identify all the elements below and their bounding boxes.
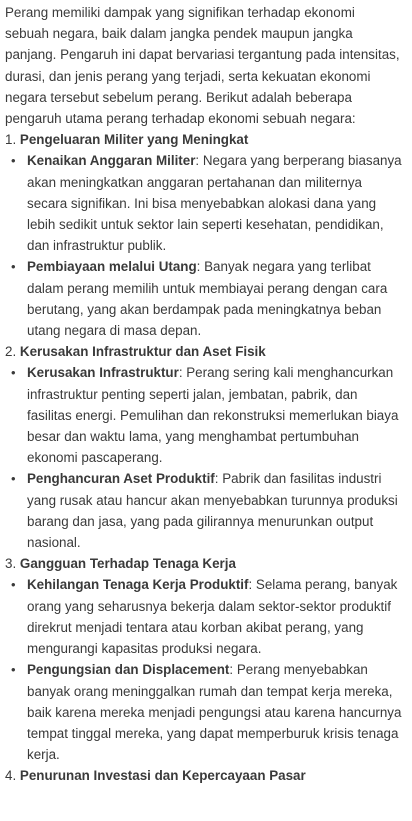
list-item — [5, 150, 402, 256]
section-title: Gangguan Terhadap Tenaga Kerja — [19, 556, 236, 572]
section-1-list — [5, 150, 402, 341]
section-title: Penurunan Investasi dan Kepercayaan Pasar — [19, 768, 306, 784]
bullet-icon: • — [11, 259, 16, 275]
list-item — [5, 362, 402, 468]
section-heading-2 — [5, 341, 402, 362]
section-number: 4. — [5, 768, 17, 784]
item-term: Pembiayaan melalui Utang — [27, 259, 197, 275]
item-term: Pengungsian dan Displacement — [27, 662, 230, 678]
item-term: Kenaikan Anggaran Militer — [27, 153, 196, 169]
item-text: : Perang sering kali menghancurkan infrastruktur penting seperti jalan, jembatan, pabrik, dan fasilitas energi. Pemulihan dan rekonstruksi memerlukan biaya besar dan waktu lama, yang menghambat pertumbuhan ekonomi pascaperang. — [27, 365, 399, 466]
section-3-list — [5, 574, 402, 765]
intro-paragraph: Perang memiliki dampak yang signifikan terhadap ekonomi sebuah negara, baik dalam jangka pendek maupun jangka panjang. Pengaruh ini dapat bervariasi tergantung pada intensitas, durasi, dan jenis perang yang terjadi, serta kekuatan ekonomi negara tersebut sebelum perang. Berikut adalah beberapa pengaruh utama perang terhadap ekonomi sebuah negara: — [5, 5, 400, 127]
section-title: Kerusakan Infrastruktur dan Aset Fisik — [19, 344, 266, 360]
section-number: 2. — [5, 344, 17, 360]
section-heading-4 — [5, 765, 402, 786]
bullet-icon: • — [11, 662, 16, 678]
bullet-icon: • — [11, 365, 16, 381]
item-text: : Negara yang berperang biasanya akan meningkatkan anggaran pertahanan dan militernya secara signifikan. Ini bisa menyebabkan alokasi dana yang lebih sedikit untuk sektor lain seperti kesehatan, pendidikan, dan infrastruktur publik. — [27, 153, 402, 254]
bullet-icon: • — [11, 577, 16, 593]
item-text: : Banyak negara yang terlibat dalam perang memilih untuk membiayai perang dengan cara berutang, yang akan berdampak pada meningkatnya beban utang negara di masa depan. — [27, 259, 388, 339]
item-text: : Pabrik dan fasilitas industri yang rusak atau hancur akan menyebabkan turunnya produksi barang dan jasa, yang pada gilirannya menurunkan output nasional. — [27, 471, 398, 551]
list-item — [5, 468, 402, 553]
list-item — [5, 256, 402, 341]
item-text: : Selama perang, banyak orang yang seharusnya bekerja dalam sektor-sektor produktif direkrut menjadi tentara atau korban akibat perang, yang mengurangi kapasitas produksi negara. — [27, 577, 398, 657]
bullet-icon: • — [11, 471, 16, 487]
item-term: Penghancuran Aset Produktif — [27, 471, 215, 487]
item-text: : Perang menyebabkan banyak orang meninggalkan rumah dan tempat kerja mereka, baik karena mereka menjadi pengungsi atau karena hancurnya tempat tinggal mereka, yang dapat memperburuk krisis tenaga kerja. — [27, 662, 402, 763]
section-title: Pengeluaran Militer yang Meningkat — [19, 132, 249, 148]
item-term: Kehilangan Tenaga Kerja Produktif — [27, 577, 249, 593]
section-number: 1. — [5, 132, 17, 148]
list-item — [5, 574, 402, 659]
list-item — [5, 659, 402, 765]
bullet-icon: • — [11, 153, 16, 169]
section-heading-1 — [5, 129, 402, 150]
section-heading-3 — [5, 553, 402, 574]
section-2-list — [5, 362, 402, 553]
section-number: 3. — [5, 556, 17, 572]
item-term: Kerusakan Infrastruktur — [27, 365, 179, 381]
